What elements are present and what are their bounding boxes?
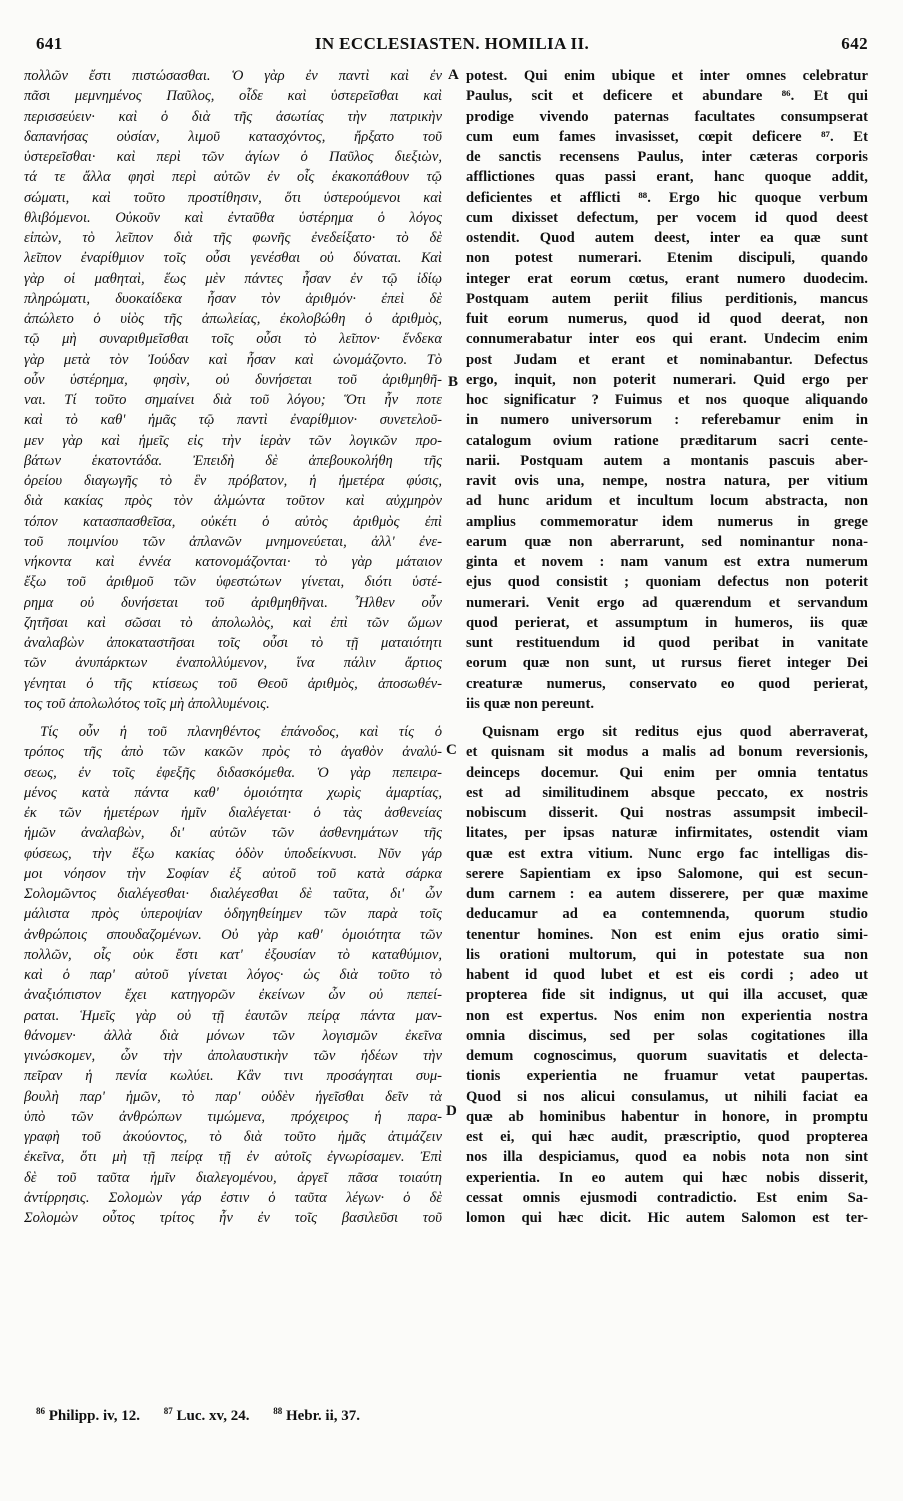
section-marker-c: C — [446, 742, 457, 758]
text-line: Quod si nos alicui consulamus, ut nihili faciat ea — [466, 1088, 868, 1105]
text-line: amplius commemoratur idem numerus in grege — [466, 513, 868, 530]
text-line: experientia. In eo autem qui hæc nobis disserit, — [466, 1169, 868, 1186]
text-line: hoc significatur ? Fuimus et nos quoque aliquando — [466, 392, 868, 408]
section-marker-a: A — [448, 67, 459, 83]
text-line: καὶ τὸ καθ' ἡμᾶς τῷ παντὶ ἐναρίθμιον· συνετελοῦ- — [24, 412, 442, 429]
text-line: afflictiones quas passi erant, hanc quoque addit, — [466, 169, 868, 186]
text-line: γὰρ οἱ μαθηταὶ, ἕως μὲν πάντες ἦσαν ἐν τῷ ἰδίῳ — [24, 270, 442, 287]
text-line: τῶν ἀνυπάρκτων ἐναπολλύμενον, ἵνα πάλιν ἄρτιος — [24, 655, 442, 672]
text-line: earum quæ non aberrarunt, sed nominantur nona- — [466, 533, 868, 550]
text-line: habent id quod lubet et est eis cordi ; adeo ut — [466, 967, 868, 983]
text-line: deinceps docemur. Qui enim per omnia tentatus — [466, 764, 868, 781]
text-line: ἀναξιόπιστον ἔχει κατηγορῶν ἐκείνων ὧν οὐ πεπεί- — [24, 987, 442, 1004]
text-line: ginta et novem : nam vanum est extra numerum — [466, 554, 868, 570]
footnotes — [36, 1406, 868, 1425]
text-line: ἀνθρώποις σπουδαζομένων. Οὐ γὰρ καθ' ὁμοιότητα τῶν — [24, 926, 442, 943]
text-line: nobiscum disserit. Qui nostras assumpsit imbecil- — [466, 805, 868, 821]
text-line: de sanctis recensens Paulus, inter cæteras corporis — [466, 149, 868, 165]
footnote-text: Hebr. ii, 37. — [285, 1408, 361, 1424]
footnote-text: Luc. xv, 24. — [176, 1408, 250, 1424]
text-line: dum carnem : ea autem disserere, per quæ maxime — [466, 886, 868, 902]
section-marker-d: D — [446, 1103, 457, 1119]
text-line: ζητῆσαι καὶ σῶσαι τὸ ἀπολωλὸς, καὶ ἐπὶ τῶν ὤμων — [24, 614, 442, 631]
text-line: εἰπὼν, τὸ λεῖπον διὰ τῆς φωνῆς ἐνεδείξατο· τὸ δὲ — [24, 230, 442, 246]
text-line: τος τοῦ ἀπολωλότος τοῖς μὴ ἀπολλυμένοις. — [24, 695, 270, 712]
text-line: deducamur ad ea contemnenda, quorum studio — [466, 906, 868, 923]
text-line: πληρώματι, δυοκαίδεκα ἦσαν τὸν ἀριθμόν· ἐπεὶ δὲ — [24, 290, 442, 307]
text-line: ὀρείου διαγωγῆς τὸ ἓν πρόβατον, ἡ ἡμετέρα φύσις, — [24, 473, 442, 489]
text-line: μεν γὰρ καὶ ἡμεῖς εἰς τὴν ἱερὰν τῶν λογικῶν προ- — [24, 432, 442, 449]
text-line: οὖν ὑστέρημα, φησὶν, οὐ δυνήσεται τοῦ ἀριθμηθῆ- — [24, 371, 442, 388]
text-line: δὲ τοῦ ταῦτα ἡμῖν διαλεγομένου, ἀργεῖ πᾶσα τοιαύτη — [24, 1169, 442, 1186]
page-number-left: 641 — [36, 34, 63, 53]
running-title: IN ECCLESIASTEN. HOMILIA II. — [314, 34, 590, 53]
footnote — [273, 1408, 360, 1424]
text-line: ἀπώλετο ὁ υἱὸς τῆς ἀπωλείας, ἐκολοβώθη ὁ ἀριθμὸς, — [24, 311, 442, 327]
text-line: ὑστερεῖσθαι· καὶ περὶ τῶν ἁγίων ὁ Παῦλος διεξιὼν, — [24, 149, 442, 165]
text-line: ergo, inquit, non poterit numerari. Quid ergo per — [466, 371, 868, 388]
text-line: cum eum fames invasisset, cœpit deficere ⁸⁷. Et — [466, 128, 868, 145]
text-line: ἐκ τῶν ἡμετέρων ἡμῖν διαλέγεται· ὁ τὰς ἀσθενείας — [24, 805, 442, 821]
text-line: σώματι, καὶ τοῦτο προστίθησιν, ὅτι ὑστερούμενοι καὶ — [24, 189, 442, 206]
text-line: Σολομὼν οὗτος τρίτος ἦν ἐν τοῖς βασιλεῦσι τοῦ — [24, 1210, 442, 1226]
text-line: tionis experientia ne fruamur vetat paupertas. — [466, 1068, 868, 1085]
text-line: sunt restituendum id quod peribat in vanitate — [466, 635, 868, 651]
text-line: πολλῶν, οἷς οὐκ ἔστι κατ' ἐξουσίαν τὸ καταθύμιον, — [24, 946, 442, 963]
text-line: μοι νόησον τὴν Σοφίαν ἐξ αὐτοῦ τοῦ κατὰ σάρκα — [24, 865, 442, 882]
text-line: περισσεύειν· καὶ ὁ διὰ τῆς ἀσωτίας τὴν πατρικὴν — [24, 108, 442, 125]
greek-column — [24, 66, 442, 1228]
text-line: ναι. Τί τοῦτο σημαίνει διὰ τοῦ λόγου; Ὅτι ἦν ποτε — [24, 392, 442, 408]
text-line: in numero universorum : referebamur enim in — [466, 412, 868, 429]
text-line: narii. Postquam autem a montanis pascuis aber- — [466, 452, 868, 469]
text-line: non est expertus. Nos enim non experientia nostra — [466, 1007, 868, 1024]
text-line: integer erat eorum cœtus, erant numero duodecim. — [466, 270, 868, 287]
footnote — [164, 1408, 250, 1424]
text-line: catalogum ovium ratione præditarum sacri cente- — [466, 432, 868, 449]
text-line: τρόπος τῆς ἀπὸ τῶν κακῶν πρὸς τὸ ἀγαθὸν ἀναλύ- — [24, 744, 442, 761]
text-line: lis orationi multorum, qui in potestate sua non — [466, 946, 868, 963]
text-line: ρημα οὐ δυνήσεται τοῦ ἀριθμηθῆναι. Ἦλθεν οὖν — [24, 594, 442, 611]
text-line: τῷ μὴ συναριθμεῖσθαι τοῖς οὖσι τὸ λεῖπον· ἕνδεκα — [24, 331, 442, 348]
text-line: γινώσκομεν, ὧν τὴν ἀπολαυστικὴν τῶν ἡδέων τὴν — [24, 1048, 442, 1064]
text-line: γὰρ μετὰ τὸν Ἰούδαν καὶ ἦσαν καὶ ὠνομάζοντο. Τὸ — [24, 351, 442, 368]
text-line: nos illa despiciamus, quod ea nobis nota non sint — [466, 1149, 868, 1166]
paragraph-gap — [466, 714, 868, 722]
footnote-number: 87 — [163, 1406, 173, 1416]
text-line: cum dixisset defectum, per vocem id quod deest — [466, 209, 868, 226]
footnote-number: 86 — [36, 1406, 45, 1416]
text-line: ἡμῶν ἀναλαβὼν, δι' αὐτῶν τῶν ἀσθενημάτων τῆς — [24, 825, 442, 842]
text-line: βάτων ἑκατοντάδα. Ἐπειδὴ δὲ ἀπεβουκολήθη τῆς — [24, 452, 442, 469]
text-line: ραται. Ἡμεῖς γὰρ οὐ τῇ ἑαυτῶν πείρᾳ πάντα μαν- — [24, 1007, 442, 1024]
text-line: prodige vivendo paternas facultates consumpserat — [466, 108, 868, 125]
text-line: τόπον κατασπασθεῖσα, οὐκέτι ὁ αὐτὸς ἀριθμὸς ἐπὶ — [24, 513, 442, 530]
text-line: ravit ovis una, nempe, nostra natura, per vitium — [466, 473, 868, 489]
text-line: serere Sapientiam ex ipso Salomone, qui est secun- — [466, 865, 868, 882]
text-line: propterea fide sit indignus, ut qui illa accuset, quæ — [466, 987, 868, 1004]
text-line: Σολομῶντος διαλέγεσθαι· διαλέγεσθαι δὲ ταῦτα, δι' ὧν — [24, 886, 442, 902]
text-line: ἐκεῖνα, ὅτι μὴ τῇ πείρᾳ τῇ ἐν αὐτοῖς ἐγνωρίσαμεν. Ἐπὶ — [24, 1149, 442, 1166]
text-line: iis quæ non pereunt. — [466, 695, 595, 712]
text-line: γένηται ὁ τῆς κτίσεως τοῦ Θεοῦ ἀριθμὸς, ἀποσωθέν- — [24, 675, 442, 692]
text-line: creaturæ numerus, conservato eo quod perierat, — [466, 675, 868, 692]
text-line: ostendit. Quod autem deest, inter ea quæ sunt — [466, 230, 868, 246]
text-line: omnia discimus, sed per solas cogitationes illa — [466, 1027, 868, 1044]
text-line: eorum quæ non sunt, ut rursus fieret integer Dei — [466, 655, 868, 672]
text-line: μένος κατὰ πάντα καθ' ὁμοιότητα χωρὶς ἁμαρτίας, — [24, 784, 442, 801]
text-line: θλιβόμενοι. Οὐκοῦν καὶ ἐνταῦθα ὑστέρημα ὁ λόγος — [24, 209, 442, 226]
text-line: fuit eorum numerus, quod id quod deerat, non — [466, 311, 868, 327]
text-line: cessat omnis ejusmodi contradictio. Est enim Sa- — [466, 1189, 868, 1206]
text-line: lomon qui hæc dicit. Hic autem Salomon est ter- — [466, 1210, 868, 1226]
running-header — [36, 34, 868, 58]
text-line: est ei, qui hæc audit, præscriptio, quod propterea — [466, 1129, 868, 1145]
text-line: νήκοντα καὶ ἐννέα κατονομάζονται· τὸ γὰρ μάταιον — [24, 554, 442, 570]
text-line: μάλιστα πρὸς ὑπεροψίαν ὁδηγηθείημεν τῶν παρὰ τοῖς — [24, 906, 442, 923]
text-line: πεῖραν ἡ πενία κωλύει. Κἂν τινι προσάγηται συμ- — [24, 1068, 442, 1085]
latin-column — [466, 66, 868, 1228]
text-line: βουλὴ παρ' ἡμῶν, τὸ παρ' οὐδὲν ἡγεῖσθαι δεῖν τὰ — [24, 1088, 442, 1105]
text-line: ejus quod consistit ; quoniam defectus non poterit — [466, 574, 868, 591]
text-line: ἀντίρρησις. Σολομὼν γάρ ἐστιν ὁ ταῦτα λέγων· ὁ δὲ — [24, 1189, 442, 1206]
text-line: Quisnam ergo sit reditus ejus quod aberraverat, — [482, 724, 868, 740]
text-line: σεως, ἐν τοῖς ἐφεξῆς διδασκόμεθα. Ὁ γὰρ πεπειρα- — [24, 764, 442, 781]
page-number-right: 642 — [841, 34, 868, 53]
text-line: numerari. Venit ergo ad quærendum et servandum — [466, 594, 868, 611]
text-line: quæ ab hominibus habentur in honore, in promptu — [466, 1108, 868, 1125]
text-line: ἀναλαβὼν ἀποκαταστῆσαι τοῖς οὖσι τὸ τῇ ματαιότητι — [24, 635, 442, 651]
text-line: ὑπὸ τῶν ἀνθρώπων τιμώμενα, πρόχειρος ἡ παρα- — [24, 1108, 442, 1125]
text-line: quod perierat, et assumptum in humeros, iis quæ — [466, 614, 868, 631]
text-line: διὰ κακίας πρὸς τὸν ἁλμώντα τοῦτον καὶ αὐχμηρὸν — [24, 493, 442, 510]
text-line: φύσεως, τὴν ἔξω κακίας ὁδὸν ὑποδείκνυσι. Νῦν γάρ — [24, 845, 442, 862]
text-line: est ad similitudinem absque peccato, ex nostris — [466, 784, 868, 801]
text-line: demum cognoscimus, quorum suavitatis et delecta- — [466, 1048, 868, 1064]
text-line: πολλῶν ἔστι πιστώσασθαι. Ὁ γὰρ ἐν παντὶ καὶ ἐν — [24, 68, 442, 84]
text-line: quæ est extra vitium. Nunc ergo fac intelligas dis- — [466, 845, 868, 862]
text-line: ἔξω τοῦ ἀριθμοῦ τῶν ὑφεστώτων γίνεται, διότι ὑστέ- — [24, 574, 442, 591]
text-line: τά τε ἄλλα φησὶ περὶ αὐτῶν ἐν οἷς ἐκακοπάθουν τῷ — [24, 169, 442, 186]
text-line: et quisnam sit modus a malis ad bonum reversionis, — [466, 744, 868, 761]
text-line: τοῦ ποιμνίου τῶν ἀπλανῶν μνημονεύεται, ἀλλ' ἐνε- — [24, 533, 442, 550]
text-line: λεῖπον ἐναρίθμιον τοῖς οὖσι γενέσθαι οὐ δύναται. Καὶ — [24, 250, 442, 267]
text-line: post Judam et erant et nominabantur. Defectus — [466, 351, 868, 368]
text-line: potest. Qui enim ubique et inter omnes celebratur — [466, 68, 868, 84]
section-marker-b: B — [448, 374, 459, 390]
text-line: Paulus, scit et deficere et abundare ⁸⁶. Et qui — [466, 88, 868, 105]
text-line: καὶ ὁ παρ' αὐτοῦ γίνεται λόγος· ὡς διὰ τοῦτο τὸ — [24, 967, 442, 983]
text-line: non potest numerari. Etenim discipuli, quando — [466, 250, 868, 267]
text-line: ad hunc aridum et incultum locum abstracta, non — [466, 493, 868, 510]
footnote-text: Philipp. iv, 12. — [48, 1408, 141, 1424]
text-line: θάνομεν· ἀλλὰ διὰ μόνων τῶν λογισμῶν ἐκεῖνα — [24, 1027, 442, 1044]
text-line: litates, per ipsas naturæ infirmitates, ostendit viam — [466, 825, 868, 842]
paragraph-gap — [24, 714, 442, 722]
text-line: Τίς οὖν ἡ τοῦ πλανηθέντος ἐπάνοδος, καὶ τίς ὁ — [40, 724, 442, 740]
text-line: δαπανήσας οὐσίαν, λιμοῦ κατασχόντος, ἤρξατο τοῦ — [24, 128, 442, 145]
text-line: πᾶσι μεμνημένος Παῦλος, οἶδε καὶ ὑστερεῖσθαι καὶ — [24, 88, 442, 105]
text-line: Postquam autem periit filius perditionis, mancus — [466, 290, 868, 307]
footnote-number: 88 — [273, 1406, 283, 1416]
footnote — [36, 1408, 140, 1424]
text-line: deficientes et afflicti ⁸⁸. Ergo hic quoque verbum — [466, 189, 868, 206]
text-line: γραφὴ τοῦ ἀκούοντος, τὸ διὰ τοῦτο ἡμᾶς ἀτιμάζειν — [24, 1129, 442, 1145]
text-line: tenentur homines. Non est enim ejus oratio simi- — [466, 926, 868, 943]
text-line: connumerabatur inter eos qui erant. Undecim enim — [466, 331, 868, 348]
